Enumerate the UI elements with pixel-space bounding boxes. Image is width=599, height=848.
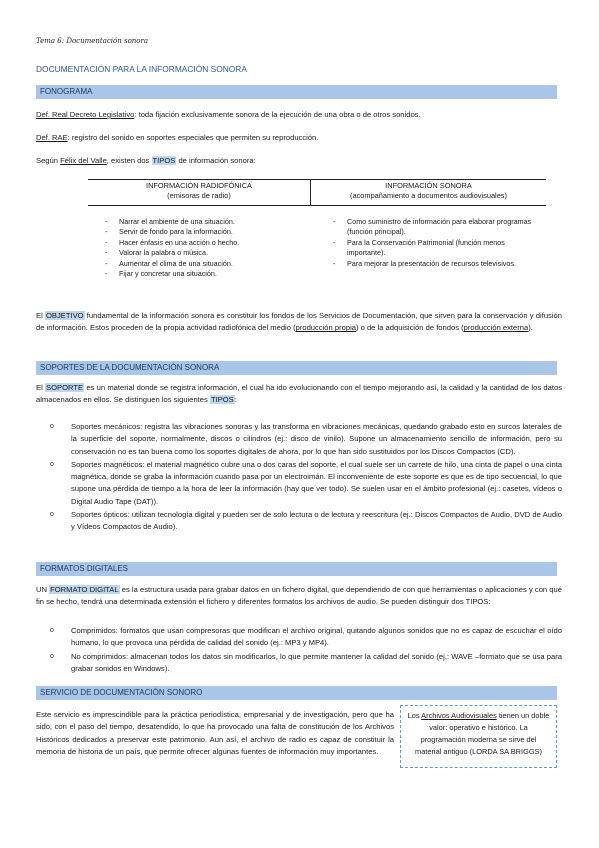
list-item: o Soportes mecánicos: registra las vibraciones sonoras y las transforma en vibraciones mecánicas, quedando grabado esto en surcos laterales de la superficie del soporte, normalmente, discos o cilindros (ej.: disco de vinilo). Supone un almacenamiento sencillo de información, pero su conservación no es tan buena como los soportes digitales de ahora, por lo que han sido sustituidos por los Discos Compactos (CD). — [50, 422, 562, 456]
section-heading-fonograma: FONOGRAMA — [36, 85, 557, 99]
table-column-radiofonica — [105, 217, 305, 280]
objective-paragraph: El OBJETIVO fundamental de la información sonora es constituir los fondos de los Servicios de Documentación, que sirven para la conservación y difusión de información. Estos proceden de la propia actividad radiofónica del medio (producción propia) o de la adquisición de fondos (producción externa). — [36, 311, 562, 333]
list-item: - Valorar la palabra o música. — [105, 248, 305, 258]
bullet-icon: o — [50, 460, 54, 468]
definition-label: Def. RAE — [36, 133, 68, 142]
author-name: Félix del Valle — [60, 156, 107, 165]
table-column-sonora — [333, 217, 533, 269]
table-header-rule — [88, 205, 546, 206]
table-top-rule — [88, 179, 546, 180]
highlight-tipos: TIPOS — [152, 156, 176, 165]
table-header-radiofonica: INFORMACIÓN RADIOFÓNICA (emisoras de radio) — [146, 181, 252, 200]
list-item: - Aumentar el clima de una situación. — [105, 259, 305, 269]
definition-rae: Def. RAE: registro del sonido en soportes especiales que permiten su reproducción. — [36, 133, 319, 142]
list-item: o Soportes ópticos: utilizan tecnología digital y pueden ser de solo lectura o de lectura y reescritura (ej.: Discos Compactos de Audio, DVD de Audio y Vídeos Compactos de Audio). — [50, 510, 562, 532]
list-item: - Fijar y concretar una situación. — [105, 269, 305, 279]
topic-header: Tema 6: Documentación sonora — [36, 37, 149, 45]
definition-real-decreto: Def. Real Decreto Legislativo: toda fijación exclusivamente sonora de la ejecución de una obra o de otros sonidos. — [36, 110, 421, 119]
soportes-list — [50, 421, 562, 535]
document-title: DOCUMENTACIÓN PARA LA INFORMACIÓN SONORA — [36, 64, 247, 74]
list-item: - Como suministro de información para elaborar programas (función principal). — [333, 217, 533, 238]
highlight-formato-digital: FORMATO DIGITAL — [50, 585, 119, 594]
table-header-sonora: INFORMACIÓN SONORA (acompañamiento a documentos audiovisuales) — [350, 181, 507, 200]
function-list — [333, 217, 533, 269]
list-item: - Para la Conservación Patrimonial (función menos importante). — [333, 238, 533, 259]
list-item: o No comprimidos: almacenan todos los datos sin modificarlos, lo que permite mantener la calidad del sonido (ej.: WAVE –formato que se usa para grabar sonidos en Windows). — [50, 651, 562, 673]
bullet-icon: o — [50, 627, 54, 634]
definition-label: Def. Real Decreto Legislativo — [36, 110, 135, 119]
section-heading-soportes: SOPORTES DE LA DOCUMENTACIÓN SONORA — [36, 361, 557, 375]
soportes-intro: El SOPORTE es un material donde se registra información, el cual ha ido evolucionando con el tiempo mejorando así, la calidad y la cantidad de los datos almacenados en ellos. Se distinguen los siguientes TIPOS: — [36, 383, 562, 405]
formatos-intro: UN FORMATO DIGITAL es la estructura usada para grabar datos en un fichero digital, que dependiendo de con qué herramientas o aplicaciones y con qué fin se hecho, tendrá una determinada extensión el fichero y diferentes formatos los archivos de audio. Se pueden distinguir dos TIPOS: — [36, 585, 562, 607]
list-item: - Hacer énfasis en una acción o hecho. — [105, 238, 305, 248]
highlight-soporte: SOPORTE — [46, 383, 84, 392]
list-item: - Para mejorar la presentación de recursos televisivos. — [333, 259, 533, 269]
list-item: - Servir de fondo para la información. — [105, 227, 305, 237]
types-intro: Según Félix del Valle, existen dos TIPOS de información sonora: — [36, 156, 256, 165]
list-item: - Narrar el ambiente de una situación. — [105, 217, 305, 227]
highlight-objetivo: OBJETIVO — [45, 311, 84, 320]
highlight-tipos: TIPOS — [210, 395, 234, 405]
formatos-list — [50, 625, 562, 676]
list-item: o Comprimidos: formatos que usan compresoras que modifican el archivo original, quitando algunos sonidos que no es capaz de escuchar el oído humano, lo que provoca una pérdida de calidad del sonido (ej.: MP3 y MP4). — [50, 626, 562, 648]
archivos-audiovisuales-callout: Los Archivos Audiovisuales tienen un doble valor: operativo e histórico. La programación moderna se sirve del material antiguo (LORDA SA BRIGGS) — [400, 705, 557, 768]
bullet-icon: o — [50, 423, 54, 430]
bullet-icon: o — [50, 511, 54, 519]
section-heading-servicio: SERVICIO DE DOCUMENTACIÓN SONORO — [36, 686, 557, 700]
section-heading-formatos: FORMATOS DIGITALES — [36, 562, 557, 576]
bullet-icon: o — [50, 652, 54, 660]
list-item: o Soportes magnéticos: el material magnético cubre una o dos caras del soporte, el cual suele ser un carrete de hilo, una cinta de papel o una cinta magnética, donde se graba la información cuando pasa por un electroimán. El inconveniente de este soporte es que es de tipo secuencial, lo que supone una pérdida de tiempo a la hora de leer la información (hay que ver todo). Se suelen usar en el ámbito profesional (ej.: casetes, vídeos o Digital Audio Tape (DAT)). — [50, 459, 562, 506]
function-list — [105, 217, 305, 280]
servicio-paragraph: Este servicio es imprescindible para la práctica periodística, empresarial y de investigación, pero que ha sido, con el paso del tiempo, desatendido, lo que ha provocado una falta de constitución de los Archivos Históricos dedicados a preservar este patrimonio. Aun así, el archivo de radio es capaz de constituir la memoria de historia de un país, que permite ofrecer algunas fuentes de información muy importantes. — [36, 710, 394, 756]
